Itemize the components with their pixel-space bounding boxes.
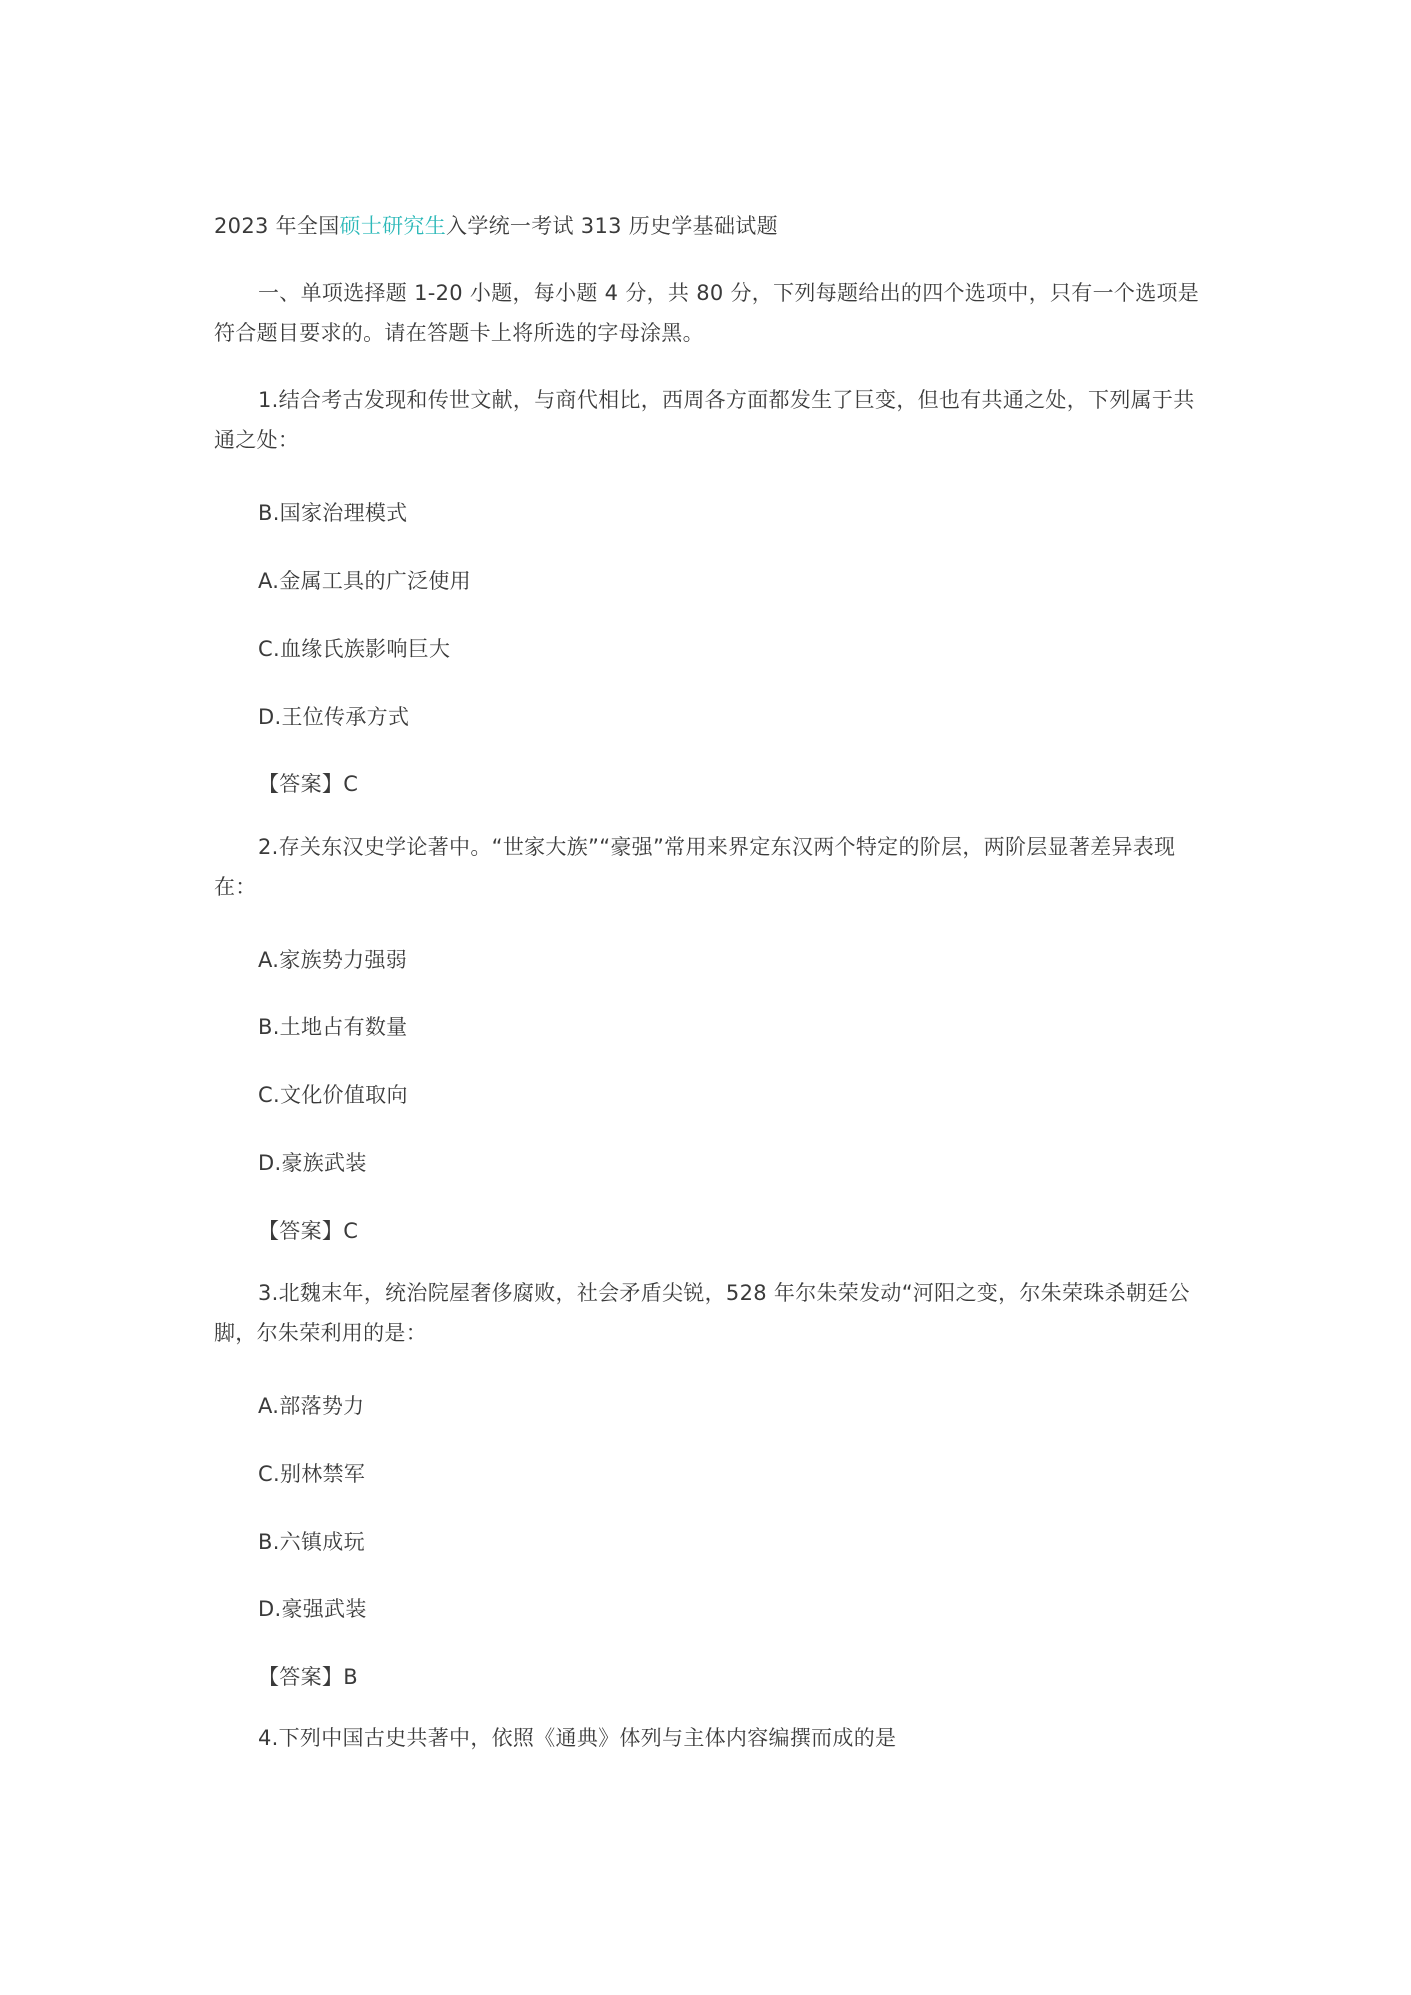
question-option: B.六镇成玩 bbox=[258, 1530, 365, 1554]
answer-line: 【答案】B bbox=[258, 1665, 358, 1689]
question-option: C.血缘氏族影响巨大 bbox=[258, 637, 451, 661]
answer-line: 【答案】C bbox=[258, 772, 359, 796]
title-link[interactable]: 硕士研究生 bbox=[339, 214, 447, 238]
document-title bbox=[214, 212, 778, 240]
question-option: B.土地占有数量 bbox=[258, 1015, 408, 1039]
question-stem: 4.下列中国古史共著中，依照《通典》体列与主体内容编撰而成的是 bbox=[258, 1726, 897, 1750]
question-stem: 3.北魏末年，统治院屋奢侈腐败，社会矛盾尖锐，528 年尔朱荣发动“河阳之变，尔朱荣珠杀朝廷公脚，尔朱荣利用的是： bbox=[214, 1281, 1190, 1345]
title-suffix: 入学统一考试 313 历史学基础试题 bbox=[446, 214, 778, 238]
question-option: D.王位传承方式 bbox=[258, 705, 410, 729]
answer-line: 【答案】C bbox=[258, 1219, 359, 1243]
question-option: A.金属工具的广泛使用 bbox=[258, 569, 471, 593]
question-option: C.文化价值取向 bbox=[258, 1083, 408, 1107]
question-option: D.豪强武装 bbox=[258, 1597, 367, 1621]
question-option: B.国家治理模式 bbox=[258, 501, 408, 525]
question-option: D.豪族武装 bbox=[258, 1151, 367, 1175]
question-stem: 2.存关东汉史学论著中。“世家大族”“豪强”常用来界定东汉两个特定的阶层，两阶层显著差异表现在： bbox=[214, 835, 1176, 899]
question-option: C.别林禁军 bbox=[258, 1462, 366, 1486]
question-stem: 1.结合考古发现和传世文献，与商代相比，西周各方面都发生了巨变，但也有共通之处，下列属于共通之处： bbox=[214, 388, 1195, 452]
question-option: A.家族势力强弱 bbox=[258, 948, 408, 972]
section-intro: 一、单项选择题 1-20 小题，每小题 4 分，共 80 分，下列每题给出的四个选项中，只有一个选项是符合题目要求的。请在答题卡上将所选的字母涂黑。 bbox=[214, 281, 1200, 345]
title-prefix: 2023 年全国 bbox=[214, 214, 340, 238]
question-option: A.部落势力 bbox=[258, 1394, 365, 1418]
